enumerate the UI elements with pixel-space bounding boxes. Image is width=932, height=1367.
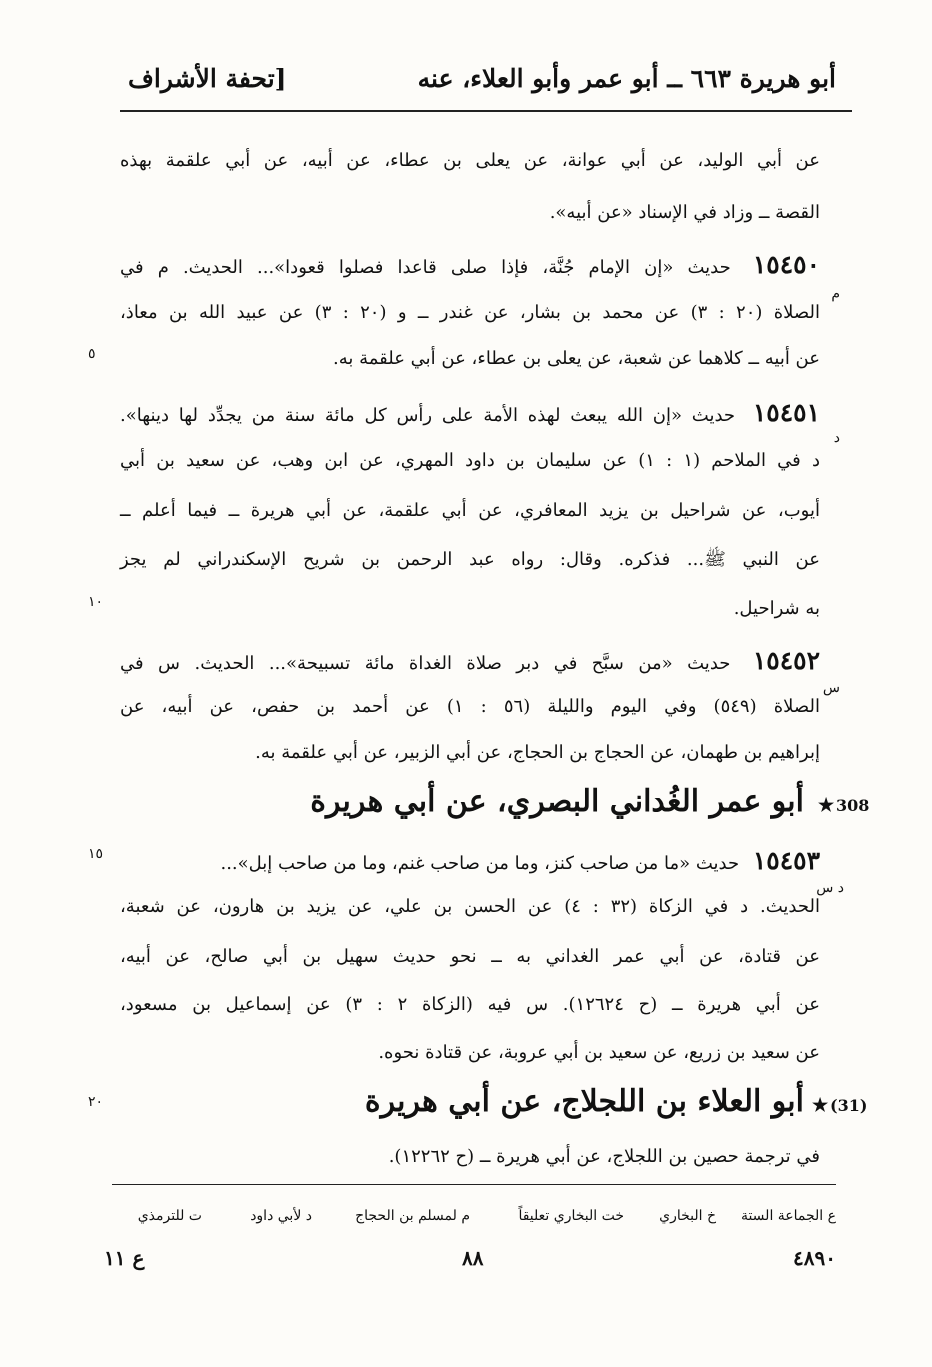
text-line: عن أبي هريرة ــ (ح ١٢٦٢٤). س فيه (الزكاة ٢ : ٣) عن إسماعيل بن مسعود، bbox=[120, 994, 820, 1015]
star-icon: ★ bbox=[818, 795, 835, 816]
margin-line-number: ٢٠ bbox=[88, 1094, 104, 1110]
margin-line-number: ١٠ bbox=[88, 594, 104, 610]
text-line: عن سعيد بن زريع، عن سعيد بن أبي عروبة، عن قتادة نحوه. bbox=[378, 1042, 820, 1063]
header-rule bbox=[120, 110, 852, 112]
siglum: د bbox=[833, 430, 840, 446]
siglum: س bbox=[822, 680, 840, 696]
margin-line-number: ٥ bbox=[88, 346, 96, 362]
hadith-15450-line bbox=[120, 250, 820, 279]
text-line: القصة ــ وزاد في الإسناد «عن أبيه». bbox=[549, 202, 820, 223]
text-line: عن أبيه ــ كلاهما عن شعبة، عن يعلى بن عطاء، عن أبي علقمة به. bbox=[332, 348, 820, 369]
running-header-book: [تحفة الأشراف bbox=[128, 64, 287, 93]
text-line: إبراهيم بن طهمان، عن الحجاج بن الحجاج، عن أبي الزبير، عن أبي علقمة به. bbox=[255, 742, 820, 763]
abbreviation: خت البخاري تعليقاً bbox=[518, 1208, 624, 1224]
volume-marker: ع ١١ bbox=[104, 1246, 145, 1270]
text-line: الصلاة (٢٠ : ٣) عن محمد بن بشار، عن غندر ــ و (٢٠ : ٣) عن عبيد الله بن معاذ، bbox=[120, 302, 821, 323]
section-heading: أبو عمر الغُداني البصري، عن أبي هريرة bbox=[310, 784, 804, 819]
hadith-number: ١٥٤٥٠ bbox=[752, 250, 820, 279]
hadith-15452-line bbox=[120, 646, 820, 675]
hadith-text: حديث «إن الإمام جُنَّة، فإذا صلى قاعدا فصلوا قعودا»... الحديث. م في bbox=[120, 257, 731, 278]
text-line: الصلاة (٥٤٩) وفي اليوم والليلة (٥٦ : ١) عن أحمد بن حفص، عن أبيه، عن bbox=[120, 696, 820, 717]
footer-rule bbox=[112, 1184, 836, 1185]
text-line: به شراحيل. bbox=[733, 598, 820, 619]
hadith-number: ١٥٤٥٣ bbox=[752, 846, 820, 875]
hadith-number: ١٥٤٥١ bbox=[752, 398, 820, 427]
siglum: م bbox=[831, 286, 840, 302]
text-line: الحديث. د في الزكاة (٣٢ : ٤) عن الحسن بن علي، عن يزيد بن هارون، عن شعبة، bbox=[120, 896, 820, 917]
text-line: د في الملاحم (١ : ١) عن سليمان بن داود المهري، عن ابن وهب، عن سعيد بن أبي bbox=[120, 450, 820, 471]
abbreviation: ت للترمذي bbox=[137, 1208, 202, 1224]
text-line: عن أبي الوليد، عن أبي عوانة، عن يعلى بن عطاء، عن أبيه، عن أبي علقمة بهذه bbox=[120, 150, 820, 171]
text-line: عن النبي ﷺ... فذكره. وقال: رواه عبد الرحمن بن شريح الإسكندراني لم يجز bbox=[120, 549, 820, 570]
page-number: ٨٨ bbox=[462, 1246, 484, 1270]
abbreviation: م لمسلم بن الحجاج bbox=[355, 1208, 470, 1224]
abbreviation: خ البخاري bbox=[659, 1208, 716, 1224]
abbreviation: د لأبي داود bbox=[250, 1208, 312, 1224]
section-heading: أبو العلاء بن اللجلاج، عن أبي هريرة bbox=[364, 1084, 804, 1119]
siglum: د س bbox=[816, 880, 844, 896]
running-header-title: أبو هريرة ٦٦٣ ــ أبو عمر وأبو العلاء، عنه bbox=[417, 64, 836, 93]
text-line: في ترجمة حصين بن اللجلاج، عن أبي هريرة ــ (ح ١٢٢٦٢). bbox=[388, 1146, 820, 1167]
hadith-text: حديث «ما من صاحب كنز، وما من صاحب غنم، وما من صاحب إبل»... bbox=[220, 853, 740, 874]
hadith-number: ١٥٤٥٢ bbox=[752, 646, 820, 675]
abbreviation: ع الجماعة الستة bbox=[740, 1208, 836, 1224]
hadith-15451-line bbox=[120, 398, 820, 427]
text-line: عن قتادة، عن أبي عمر الغداني به ــ نحو حديث سهيل بن أبي صالح، عن أبيه، bbox=[120, 946, 820, 967]
sheet-number: ٤٨٩٠ bbox=[793, 1246, 836, 1270]
text-line: أيوب، عن شراحيل بن يزيد المعافري، عن أبي علقمة، عن أبي هريرة ــ فيما أعلم ــ bbox=[120, 500, 820, 521]
hadith-text: حديث «إن الله يبعث لهذه الأمة على رأس كل مائة سنة من يجدِّد لها دينها». bbox=[120, 405, 736, 426]
section-number: 308 bbox=[836, 796, 870, 815]
section-number: (31) bbox=[830, 1096, 868, 1115]
margin-line-number: ١٥ bbox=[88, 846, 104, 862]
hadith-text: حديث «من سبَّح في دبر صلاة الغداة مائة تسبيحة»... الحديث. س في bbox=[120, 653, 731, 674]
hadith-15453-line bbox=[120, 846, 820, 875]
star-icon: ★ bbox=[812, 1095, 829, 1116]
